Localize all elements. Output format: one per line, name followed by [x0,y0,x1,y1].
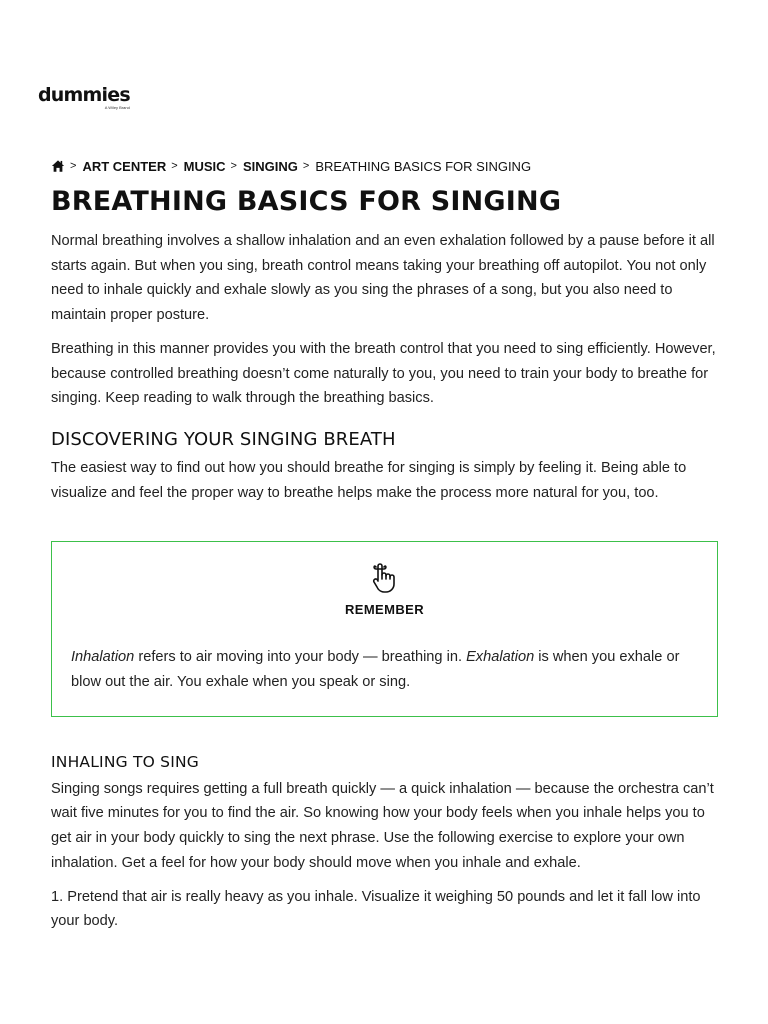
term-exhalation: Exhalation [466,649,535,666]
intro-paragraph-2: Breathing in this manner provides you with the breath control that you need to sing efficiently. However, because controlled breathing doesn’t come naturally to you, you need to train your body to breathe for singing. Keep reading to walk through the breathing basics. [51,340,716,407]
logo-wordmark: dummies [38,84,130,106]
remember-callout [51,541,718,716]
term-inhalation: Inhalation [71,649,135,666]
callout-text-part1: refers to air moving into your body — breathing in. [134,649,467,666]
callout-text [71,645,698,694]
home-icon[interactable] [51,159,65,173]
callout-text-part2: is when you exhale or blow out the air. You exhale when you speak or sing. [71,649,680,691]
dummies-logo[interactable] [38,86,130,110]
section-paragraph-inhaling: Singing songs requires getting a full breath quickly — a quick inhalation — because the orchestra can’t wait five minutes for you to find the air. So knowing how your body feels when you inhale helps you to get air in your body quickly to sing the next phrase. Use the following exercise to explore your own inhalation. Get a feel for how your body should move when you inhale and exhale. [51,780,714,871]
breadcrumb [51,156,719,176]
breadcrumb-separator: > [230,160,237,172]
breadcrumb-current: BREATHING BASICS FOR SINGING [315,158,532,174]
breadcrumb-separator: > [70,160,77,172]
callout-label: REMEMBER [344,602,425,618]
breadcrumb-separator: > [302,160,310,172]
breadcrumb-separator: > [171,160,178,172]
breadcrumb-art-center[interactable]: ART CENTER [82,158,167,174]
section-heading-inhaling: INHALING TO SING [51,752,199,771]
section-heading-discovering: DISCOVERING YOUR SINGING BREATH [51,428,396,450]
finger-string-icon [368,560,402,596]
article-content [51,156,719,943]
page-title: BREATHING BASICS FOR SINGING [51,186,562,217]
intro-paragraph-1: Normal breathing involves a shallow inhalation and an even exhalation followed by a pause before it all starts again. But when you sing, breath control means taking your breathing off autopilot. You not only need to inhale quickly and exhale slowly as you sing the phrases of a song, but you also need to maintain proper posture. [51,233,715,324]
section-paragraph-discovering: The easiest way to find out how you should breathe for singing is simply by feeling it. Being able to visualize and feel the proper way to breathe helps make the process more natural for you, too. [51,459,687,501]
breadcrumb-music[interactable]: MUSIC [183,158,226,174]
logo-tagline: A Wiley Brand [104,105,130,110]
breadcrumb-singing[interactable]: SINGING [242,158,298,174]
exercise-step-1: 1. Pretend that air is really heavy as you inhale. Visualize it weighing 50 pounds and let it fall low into your body. [51,888,701,930]
